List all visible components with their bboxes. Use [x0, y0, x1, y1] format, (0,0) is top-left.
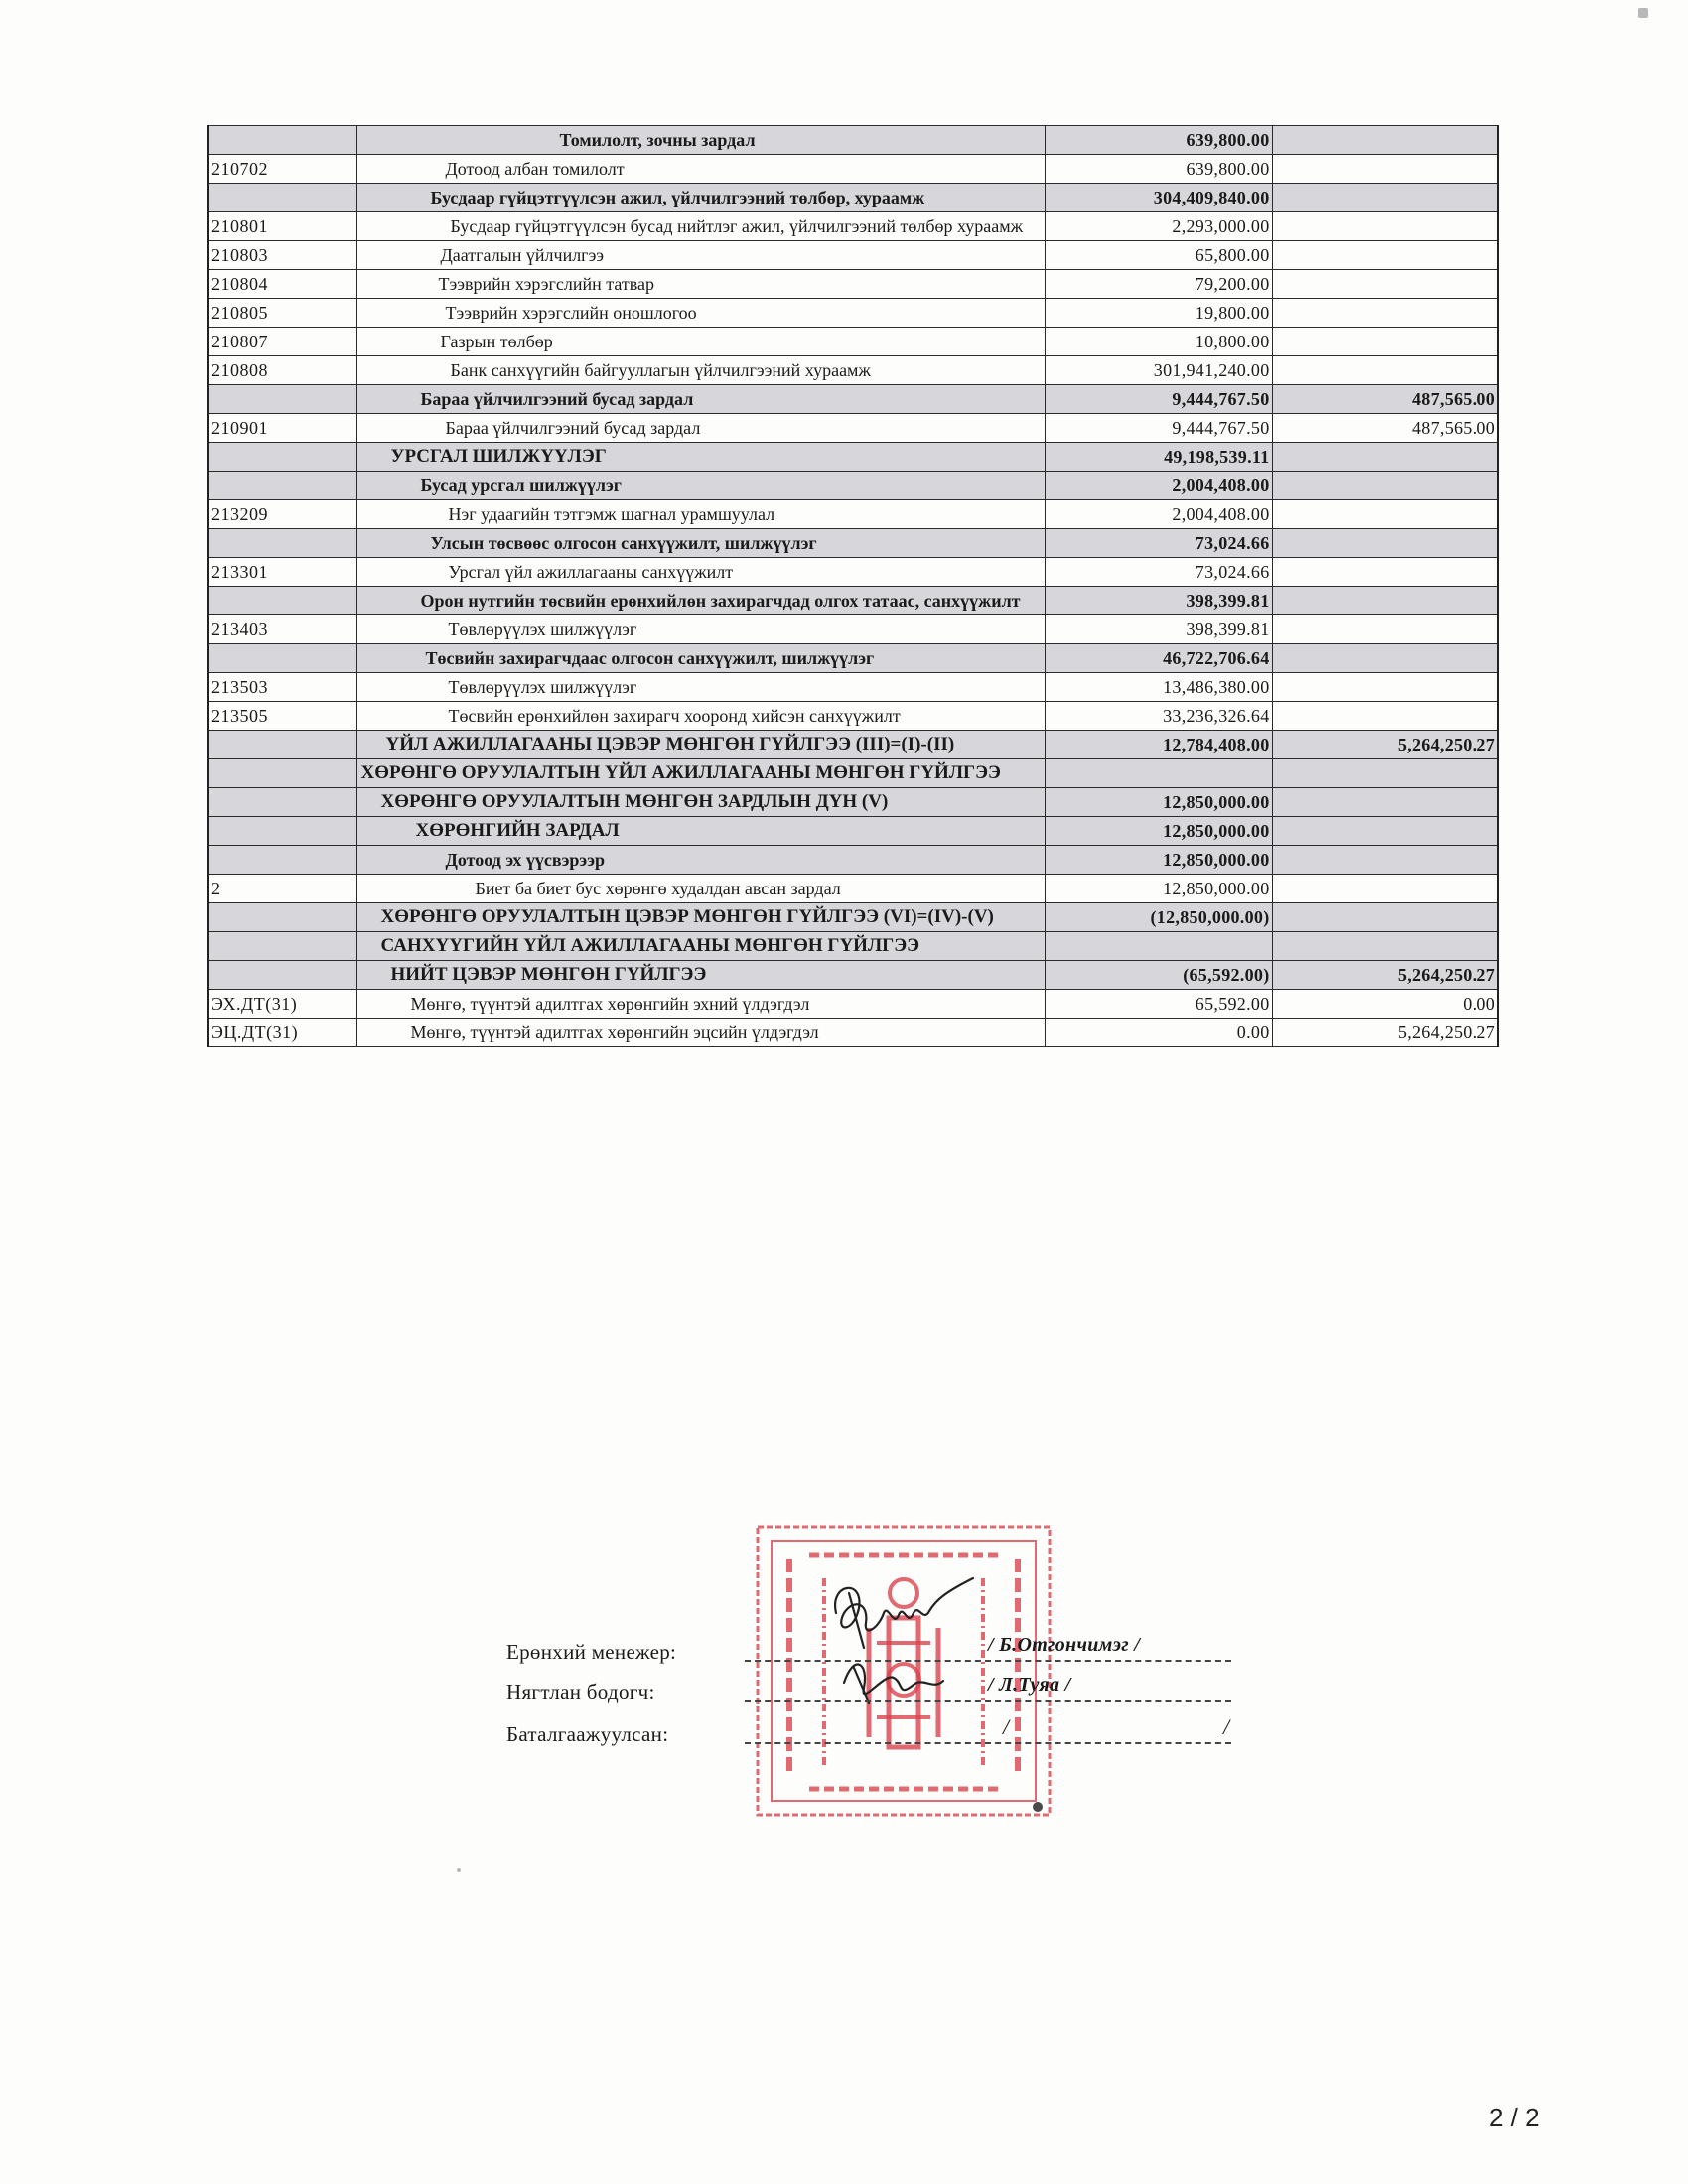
manager-label: Ерөнхий менежер:	[506, 1640, 677, 1664]
line-item-name-cell: Бараа үйлчилгээний бусад зардал	[356, 414, 1045, 443]
current-period-amount-cell: 19,800.00	[1045, 299, 1272, 328]
accountant-signature-line	[745, 1700, 1231, 1702]
manager-name: / Б.Отгончимэг /	[988, 1634, 1141, 1656]
current-period-amount-cell: 304,409,840.00	[1045, 184, 1272, 212]
account-code-cell: 210702	[208, 155, 356, 184]
current-period-amount-cell: (12,850,000.00)	[1045, 903, 1272, 932]
current-period-amount-cell: 301,941,240.00	[1045, 356, 1272, 385]
previous-period-amount-cell: 487,565.00	[1272, 385, 1498, 414]
previous-period-amount-cell	[1272, 673, 1498, 702]
current-period-amount-cell	[1045, 932, 1272, 961]
current-period-amount-cell: 12,784,408.00	[1045, 731, 1272, 759]
current-period-amount-cell: 33,236,326.64	[1045, 702, 1272, 731]
account-code-cell	[208, 817, 356, 846]
table-row	[208, 644, 1498, 673]
line-item-name-cell: ХӨРӨНГӨ ОРУУЛАЛТЫН МӨНГӨН ЗАРДЛЫН ДҮН (V)	[356, 788, 1045, 817]
previous-period-amount-cell	[1272, 817, 1498, 846]
account-code-cell	[208, 385, 356, 414]
account-code-cell	[208, 961, 356, 990]
current-period-amount-cell: (65,592.00)	[1045, 961, 1272, 990]
current-period-amount-cell: 2,293,000.00	[1045, 212, 1272, 241]
table-body	[208, 126, 1498, 1047]
line-item-name-cell: Төсвийн ерөнхийлөн захирагч хооронд хийсэн санхүүжилт	[356, 702, 1045, 731]
table-row	[208, 817, 1498, 846]
line-item-name-cell: Нэг удаагийн тэтгэмж шагнал урамшуулал	[356, 500, 1045, 529]
table-row	[208, 673, 1498, 702]
account-code-cell	[208, 759, 356, 788]
line-item-name-cell: Даатгалын үйлчилгээ	[356, 241, 1045, 270]
account-code-cell: 210808	[208, 356, 356, 385]
current-period-amount-cell: 12,850,000.00	[1045, 875, 1272, 903]
current-period-amount-cell: 9,444,767.50	[1045, 385, 1272, 414]
line-item-name-cell: Дотоод эх үүсвэрээр	[356, 846, 1045, 875]
current-period-amount-cell: 49,198,539.11	[1045, 443, 1272, 472]
line-item-name-cell: УРСГАЛ ШИЛЖҮҮЛЭГ	[356, 443, 1045, 472]
current-period-amount-cell: 79,200.00	[1045, 270, 1272, 299]
table-row	[208, 299, 1498, 328]
table-row	[208, 558, 1498, 587]
account-code-cell: 213403	[208, 615, 356, 644]
previous-period-amount-cell	[1272, 500, 1498, 529]
account-code-cell	[208, 788, 356, 817]
previous-period-amount-cell	[1272, 443, 1498, 472]
previous-period-amount-cell	[1272, 702, 1498, 731]
page-number: 2 / 2	[1489, 2103, 1540, 2132]
line-item-name-cell: Бусдаар гүйцэтгүүлсэн ажил, үйлчилгээний төлбөр, хураамж	[356, 184, 1045, 212]
previous-period-amount-cell	[1272, 846, 1498, 875]
account-code-cell	[208, 529, 356, 558]
scan-speck	[457, 1868, 461, 1872]
table-row	[208, 846, 1498, 875]
account-code-cell: 210803	[208, 241, 356, 270]
current-period-amount-cell: 12,850,000.00	[1045, 788, 1272, 817]
line-item-name-cell: Тээврийн хэрэгслийн оношлогоо	[356, 299, 1045, 328]
account-code-cell: ЭХ.ДТ(31)	[208, 990, 356, 1019]
line-item-name-cell: Орон нутгийн төсвийн ерөнхийлөн захирагчдад олгох татаас, санхүүжилт	[356, 587, 1045, 615]
current-period-amount-cell: 65,592.00	[1045, 990, 1272, 1019]
current-period-amount-cell: 9,444,767.50	[1045, 414, 1272, 443]
table-row	[208, 961, 1498, 990]
line-item-name-cell: Бусад урсгал шилжүүлэг	[356, 472, 1045, 500]
previous-period-amount-cell	[1272, 270, 1498, 299]
account-code-cell	[208, 903, 356, 932]
previous-period-amount-cell: 5,264,250.27	[1272, 731, 1498, 759]
approved-slash-open: /	[1003, 1714, 1010, 1739]
account-code-cell	[208, 587, 356, 615]
account-code-cell: 210805	[208, 299, 356, 328]
account-code-cell: 210901	[208, 414, 356, 443]
previous-period-amount-cell	[1272, 299, 1498, 328]
account-code-cell	[208, 932, 356, 961]
line-item-name-cell: Мөнгө, түүнтэй адилтгах хөрөнгийн эхний үлдэгдэл	[356, 990, 1045, 1019]
previous-period-amount-cell	[1272, 587, 1498, 615]
cash-flow-table	[207, 125, 1499, 1047]
previous-period-amount-cell	[1272, 184, 1498, 212]
current-period-amount-cell: 73,024.66	[1045, 558, 1272, 587]
account-code-cell	[208, 472, 356, 500]
table-row	[208, 1019, 1498, 1047]
line-item-name-cell: Урсгал үйл ажиллагааны санхүүжилт	[356, 558, 1045, 587]
account-code-cell: 210804	[208, 270, 356, 299]
table-row	[208, 472, 1498, 500]
current-period-amount-cell: 2,004,408.00	[1045, 500, 1272, 529]
previous-period-amount-cell: 5,264,250.27	[1272, 961, 1498, 990]
approved-slash-close: /	[1223, 1714, 1230, 1739]
previous-period-amount-cell: 0.00	[1272, 990, 1498, 1019]
account-code-cell: 210801	[208, 212, 356, 241]
line-item-name-cell: Төвлөрүүлэх шилжүүлэг	[356, 615, 1045, 644]
line-item-name-cell: ХӨРӨНГӨ ОРУУЛАЛТЫН ҮЙЛ АЖИЛЛАГААНЫ МӨНГӨН ГҮЙЛГЭЭ	[356, 759, 1045, 788]
current-period-amount-cell: 12,850,000.00	[1045, 817, 1272, 846]
line-item-name-cell: Томилолт, зочны зардал	[356, 126, 1045, 155]
table-row	[208, 270, 1498, 299]
current-period-amount-cell: 398,399.81	[1045, 615, 1272, 644]
line-item-name-cell: Бусдаар гүйцэтгүүлсэн бусад нийтлэг ажил, үйлчилгээний төлбөр хураамж	[356, 212, 1045, 241]
manager-signature-line	[745, 1660, 1231, 1662]
table-row	[208, 529, 1498, 558]
table-row	[208, 500, 1498, 529]
account-code-cell	[208, 443, 356, 472]
previous-period-amount-cell	[1272, 759, 1498, 788]
previous-period-amount-cell	[1272, 328, 1498, 356]
line-item-name-cell: Тээврийн хэрэгслийн татвар	[356, 270, 1045, 299]
table-row	[208, 155, 1498, 184]
account-code-cell: 210807	[208, 328, 356, 356]
line-item-name-cell: ҮЙЛ АЖИЛЛАГААНЫ ЦЭВЭР МӨНГӨН ГҮЙЛГЭЭ (III)=(I)-(II)	[356, 731, 1045, 759]
account-code-cell: 213301	[208, 558, 356, 587]
current-period-amount-cell: 2,004,408.00	[1045, 472, 1272, 500]
previous-period-amount-cell	[1272, 875, 1498, 903]
table-row	[208, 932, 1498, 961]
account-code-cell: 213209	[208, 500, 356, 529]
account-code-cell	[208, 731, 356, 759]
line-item-name-cell: Бараа үйлчилгээний бусад зардал	[356, 385, 1045, 414]
account-code-cell	[208, 126, 356, 155]
table-row	[208, 875, 1498, 903]
line-item-name-cell: Төвлөрүүлэх шилжүүлэг	[356, 673, 1045, 702]
current-period-amount-cell: 398,399.81	[1045, 587, 1272, 615]
account-code-cell: 213505	[208, 702, 356, 731]
previous-period-amount-cell	[1272, 932, 1498, 961]
table-row	[208, 702, 1498, 731]
current-period-amount-cell: 639,800.00	[1045, 126, 1272, 155]
table-row	[208, 443, 1498, 472]
scan-speck	[1638, 8, 1648, 18]
table-row	[208, 328, 1498, 356]
table-row	[208, 587, 1498, 615]
table-row	[208, 990, 1498, 1019]
current-period-amount-cell: 12,850,000.00	[1045, 846, 1272, 875]
previous-period-amount-cell	[1272, 644, 1498, 673]
previous-period-amount-cell: 5,264,250.27	[1272, 1019, 1498, 1047]
approved-label: Баталгаажуулсан:	[506, 1722, 669, 1746]
line-item-name-cell: Төсвийн захирагчдаас олгосон санхүүжилт, шилжүүлэг	[356, 644, 1045, 673]
accountant-signature-row	[506, 1674, 1261, 1713]
table-row	[208, 212, 1498, 241]
table-row	[208, 126, 1498, 155]
previous-period-amount-cell	[1272, 212, 1498, 241]
current-period-amount-cell: 10,800.00	[1045, 328, 1272, 356]
previous-period-amount-cell	[1272, 356, 1498, 385]
approval-signature-row	[506, 1714, 1261, 1756]
account-code-cell: 213503	[208, 673, 356, 702]
line-item-name-cell: Газрын төлбөр	[356, 328, 1045, 356]
table-row	[208, 385, 1498, 414]
current-period-amount-cell: 73,024.66	[1045, 529, 1272, 558]
previous-period-amount-cell	[1272, 615, 1498, 644]
current-period-amount-cell: 639,800.00	[1045, 155, 1272, 184]
account-code-cell	[208, 846, 356, 875]
table-row	[208, 414, 1498, 443]
table-row	[208, 241, 1498, 270]
table-row	[208, 788, 1498, 817]
current-period-amount-cell	[1045, 759, 1272, 788]
previous-period-amount-cell	[1272, 529, 1498, 558]
previous-period-amount-cell	[1272, 155, 1498, 184]
line-item-name-cell: САНХҮҮГИЙН ҮЙЛ АЖИЛЛАГААНЫ МӨНГӨН ГҮЙЛГЭЭ	[356, 932, 1045, 961]
previous-period-amount-cell	[1272, 472, 1498, 500]
previous-period-amount-cell: 487,565.00	[1272, 414, 1498, 443]
table-row	[208, 356, 1498, 385]
line-item-name-cell: ХӨРӨНГӨ ОРУУЛАЛТЫН ЦЭВЭР МӨНГӨН ГҮЙЛГЭЭ (VI)=(IV)-(V)	[356, 903, 1045, 932]
current-period-amount-cell: 46,722,706.64	[1045, 644, 1272, 673]
line-item-name-cell: НИЙТ ЦЭВЭР МӨНГӨН ГҮЙЛГЭЭ	[356, 961, 1045, 990]
line-item-name-cell: Банк санхүүгийн байгууллагын үйлчилгээний хураамж	[356, 356, 1045, 385]
table-row	[208, 184, 1498, 212]
account-code-cell: ЭЦ.ДТ(31)	[208, 1019, 356, 1047]
accountant-label: Нягтлан бодогч:	[506, 1680, 655, 1704]
previous-period-amount-cell	[1272, 903, 1498, 932]
approval-signature-line	[745, 1742, 1231, 1744]
accountant-name: / Л.Туяа /	[988, 1674, 1071, 1696]
table-row	[208, 731, 1498, 759]
line-item-name-cell: ХӨРӨНГИЙН ЗАРДАЛ	[356, 817, 1045, 846]
table-row	[208, 903, 1498, 932]
account-code-cell	[208, 184, 356, 212]
line-item-name-cell: Мөнгө, түүнтэй адилтгах хөрөнгийн эцсийн үлдэгдэл	[356, 1019, 1045, 1047]
previous-period-amount-cell	[1272, 126, 1498, 155]
table-row	[208, 759, 1498, 788]
account-code-cell	[208, 644, 356, 673]
line-item-name-cell: Улсын төсвөөс олгосон санхүүжилт, шилжүүлэг	[356, 529, 1045, 558]
account-code-cell: 2	[208, 875, 356, 903]
current-period-amount-cell: 0.00	[1045, 1019, 1272, 1047]
previous-period-amount-cell	[1272, 558, 1498, 587]
line-item-name-cell: Дотоод албан томилолт	[356, 155, 1045, 184]
previous-period-amount-cell	[1272, 241, 1498, 270]
previous-period-amount-cell	[1272, 788, 1498, 817]
manager-signature-row	[506, 1634, 1261, 1674]
table-row	[208, 615, 1498, 644]
current-period-amount-cell: 65,800.00	[1045, 241, 1272, 270]
line-item-name-cell: Биет ба биет бус хөрөнгө худалдан авсан зардал	[356, 875, 1045, 903]
current-period-amount-cell: 13,486,380.00	[1045, 673, 1272, 702]
